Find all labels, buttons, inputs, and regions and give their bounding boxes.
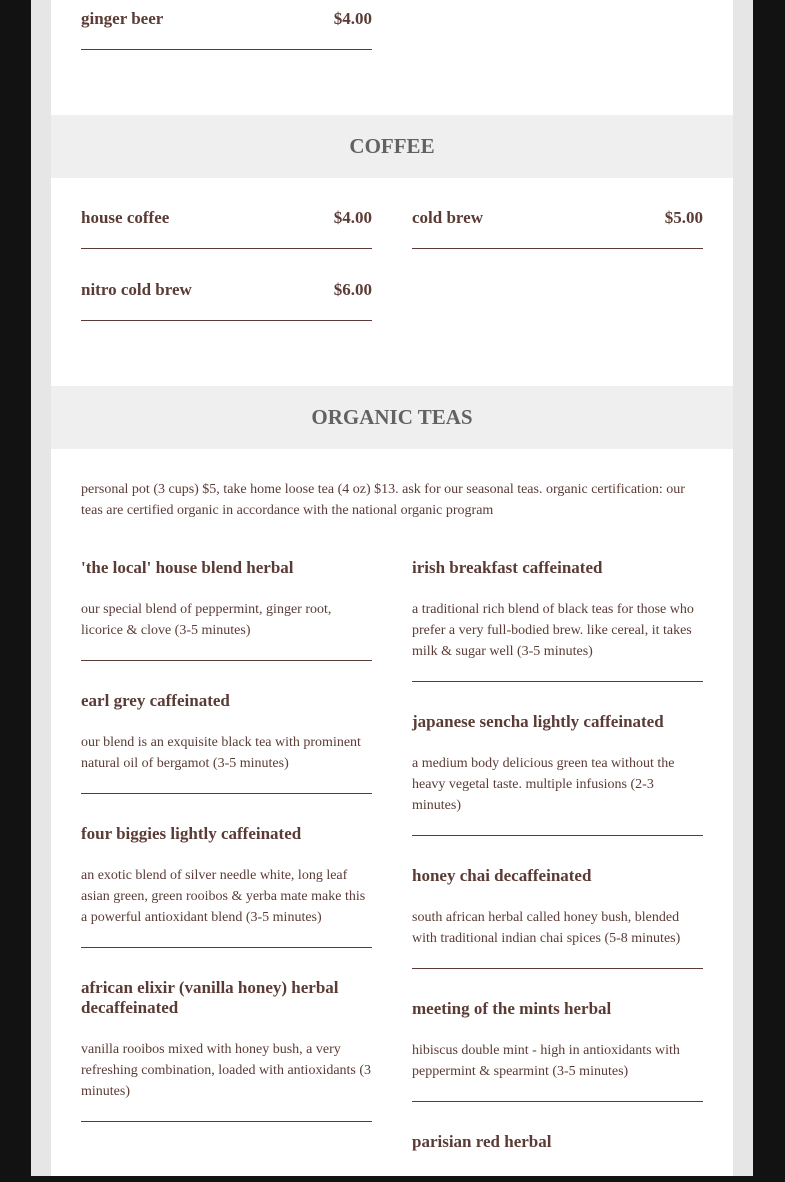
section-intro: personal pot (3 cups) $5, take home loose tea (4 oz) $13. ask for our seasonal teas. organic certification: our teas are certified organic in accordance with the national organic program (81, 482, 685, 518)
menu-item-price: $5.00 (664, 208, 703, 227)
item-divider (81, 1121, 372, 1122)
tea-description: south african herbal called honey bush, blended with traditional indian chai spices (5-8 minutes) (412, 910, 681, 946)
menu-item-price: $6.00 (333, 280, 372, 299)
tea-description: vanilla rooibos mixed with honey bush, a very refreshing combination, loaded with antioxidants (3 minutes) (81, 1042, 372, 1099)
tea-description: hibiscus double mint - high in antioxidants with peppermint & spearmint (3-5 minutes) (412, 1043, 680, 1079)
item-divider (412, 248, 703, 249)
tea-title: earl grey caffeinated (81, 691, 230, 710)
item-divider (412, 835, 703, 836)
tea-title: irish breakfast caffeinated (412, 558, 603, 577)
menu-item-price: $4.00 (333, 208, 372, 227)
tea-description: a traditional rich blend of black teas for those who prefer a very full-bodied brew. like cereal, it takes milk & sugar well (3-5 minutes) (412, 602, 694, 659)
item-divider (81, 793, 372, 794)
tea-title: japanese sencha lightly caffeinated (412, 712, 664, 731)
menu-frame (31, 0, 753, 1176)
item-divider (81, 248, 372, 249)
item-divider (81, 947, 372, 948)
menu-item-name: nitro cold brew (81, 280, 192, 299)
menu-item-price: $4.00 (333, 9, 372, 28)
item-divider (81, 660, 372, 661)
tea-description: a medium body delicious green tea without the heavy vegetal taste. multiple infusions (2-3 minutes) (412, 756, 675, 813)
tea-title: parisian red herbal (412, 1132, 552, 1151)
tea-description: our blend is an exquisite black tea with prominent natural oil of bergamot (3-5 minutes) (81, 735, 361, 771)
section-heading-organic-teas: ORGANIC TEAS (51, 386, 733, 449)
item-divider (412, 968, 703, 969)
item-divider (81, 320, 372, 321)
tea-description: an exotic blend of silver needle white, long leaf asian green, green rooibos & yerba mate make this a powerful antioxidant blend (3-5 minutes) (81, 868, 366, 925)
tea-description: our special blend of peppermint, ginger root, licorice & clove (3-5 minutes) (81, 602, 332, 638)
tea-title: meeting of the mints herbal (412, 999, 612, 1018)
item-divider (412, 1101, 703, 1102)
menu-item-name: ginger beer (81, 9, 164, 28)
menu-item-name: house coffee (81, 208, 170, 227)
tea-title: four biggies lightly caffeinated (81, 824, 302, 843)
menu-item-name: cold brew (412, 208, 483, 227)
tea-title: honey chai decaffeinated (412, 866, 592, 885)
item-divider (81, 49, 372, 50)
menu-page (51, 0, 733, 1176)
section-heading-coffee: COFFEE (51, 115, 733, 178)
tea-title: 'the local' house blend herbal (81, 558, 294, 577)
tea-title: african elixir (vanilla honey) herbal decaffeinated (81, 978, 339, 1017)
item-divider (412, 681, 703, 682)
